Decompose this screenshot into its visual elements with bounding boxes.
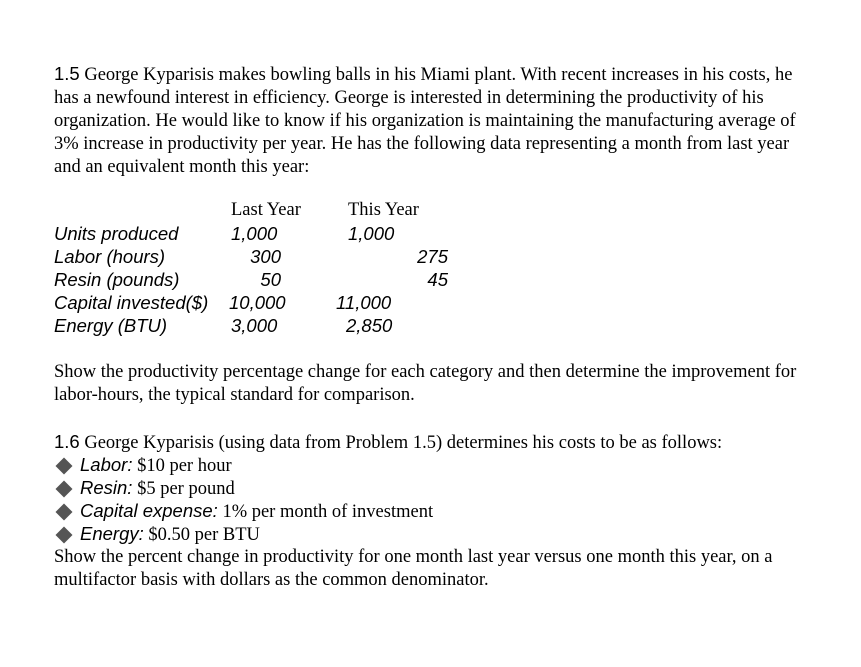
last-year-value: 300: [250, 246, 281, 267]
this-year-value: 1,000: [348, 223, 395, 244]
row-label: Resin (pounds): [54, 269, 180, 290]
diamond-bullet-icon: [56, 503, 73, 520]
last-year-value: 1,000: [231, 223, 278, 244]
cost-label: Capital expense:: [80, 500, 218, 521]
cost-value: $5 per pound: [132, 479, 235, 499]
problem-1-5-question: Show the productivity percentage change for each category and then determine the improvement for labor-hours, the typical standard for comparison.: [54, 362, 797, 405]
row-label: Capital invested($): [54, 292, 209, 313]
this-year-value: 2,850: [346, 315, 393, 336]
header-this-year: This Year: [348, 200, 419, 220]
cost-label: Energy:: [80, 523, 144, 544]
problem-1-6-question: Show the percent change in productivity for one month last year versus one month this year, on a multifactor basis with dollars as the common denominator.: [54, 547, 773, 590]
cost-label: Labor:: [80, 454, 133, 475]
cost-item-resin: [54, 476, 235, 501]
cost-value: $10 per hour: [132, 456, 232, 476]
cost-item-capital: [54, 499, 433, 524]
header-last-year: Last Year: [231, 200, 301, 220]
problem-1-6-body: George Kyparisis (using data from Problem 1.5) determines his costs to be as follows:: [79, 433, 723, 453]
row-label: Energy (BTU): [54, 315, 168, 336]
cost-item-energy: [54, 522, 260, 547]
row-label: Labor (hours): [54, 246, 166, 267]
problem-1-6-text: [54, 430, 814, 455]
diamond-bullet-icon: [56, 457, 73, 474]
last-year-value: 10,000: [229, 292, 286, 313]
cost-value: $0.50 per BTU: [143, 525, 260, 545]
problem-1-5-body: George Kyparisis makes bowling balls in his Miami plant. With recent increases in his costs, he has a newfound interest in efficiency. George is interested in determining the productivity of his organization. He would like to know if his organization is maintaining the manufacturing average of 3% increase in productivity per year. He has the following data representing a month from last year and an equivalent month this year:: [54, 65, 796, 177]
this-year-value: 275: [417, 246, 448, 267]
last-year-value: 50: [260, 269, 281, 290]
cost-value: 1% per month of investment: [217, 502, 434, 522]
problem-1-6-number: 1.6: [54, 431, 80, 452]
this-year-value: 11,000: [336, 292, 392, 313]
this-year-value: 45: [427, 269, 448, 290]
problem-1-5-number: 1.5: [54, 63, 80, 84]
row-label: Units produced: [54, 223, 179, 244]
problem-1-5-text: [54, 62, 814, 179]
diamond-bullet-icon: [56, 480, 73, 497]
cost-label: Resin:: [80, 477, 133, 498]
cost-item-labor: [54, 453, 232, 478]
diamond-bullet-icon: [56, 526, 73, 543]
last-year-value: 3,000: [231, 315, 278, 336]
